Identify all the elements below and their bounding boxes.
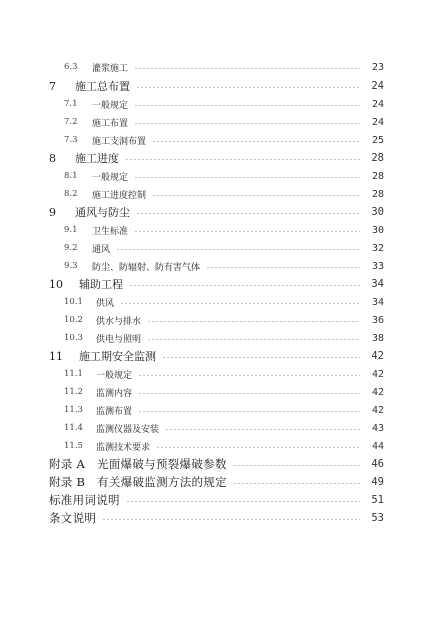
- section-title: 监测内容: [96, 388, 133, 399]
- page-number: 38: [371, 332, 384, 344]
- page-number: 24: [371, 80, 384, 92]
- section-number: 9.1: [64, 225, 78, 235]
- dot-leader: [134, 231, 360, 232]
- section-number: 11.4: [64, 423, 83, 433]
- dot-leader: [138, 375, 360, 376]
- section-number: 10.2: [64, 315, 83, 325]
- dot-leader: [125, 159, 360, 160]
- page-number: 36: [371, 314, 384, 326]
- dot-leader: [136, 213, 360, 214]
- section-number: 7.3: [64, 135, 78, 145]
- back-matter-title: 标准用词说明: [49, 493, 120, 507]
- dot-leader: [138, 393, 360, 394]
- section-title: 供水与排水: [96, 316, 142, 327]
- page-number: 46: [371, 458, 384, 470]
- toc-entry: [64, 131, 384, 149]
- toc-entry: [64, 239, 384, 257]
- section-title: 卫生标准: [92, 226, 129, 237]
- page-number: 34: [371, 278, 384, 290]
- page-number: 28: [371, 152, 384, 164]
- section-title: 灌浆施工: [92, 63, 129, 74]
- toc-entry: [64, 167, 384, 185]
- page-number: 42: [371, 386, 384, 398]
- page-number: 49: [371, 476, 384, 488]
- toc-entry: [49, 203, 384, 221]
- page-number: 24: [371, 98, 384, 110]
- toc-entry: [64, 58, 384, 76]
- dot-leader: [233, 483, 360, 484]
- chapter-title: 施工进度: [75, 152, 119, 165]
- dot-leader: [147, 321, 360, 322]
- toc-entry: [64, 383, 384, 401]
- toc-entry: [64, 293, 384, 311]
- section-number: 11.1: [64, 369, 83, 379]
- page-number: 42: [371, 368, 384, 380]
- page-number: 43: [371, 422, 384, 434]
- page-number: 30: [371, 206, 384, 218]
- section-number: 11.5: [64, 441, 83, 451]
- section-title: 施工布置: [92, 118, 129, 129]
- chapter-number: 9: [49, 205, 56, 219]
- dot-leader: [233, 465, 360, 466]
- page-number: 24: [371, 116, 384, 128]
- dot-leader: [147, 339, 360, 340]
- dot-leader: [152, 195, 360, 196]
- dot-leader: [120, 303, 360, 304]
- dot-leader: [102, 519, 360, 520]
- toc-entry: [49, 509, 384, 527]
- page-number: 25: [371, 134, 384, 146]
- dot-leader: [134, 177, 360, 178]
- toc-entry: [49, 347, 384, 365]
- dot-leader: [162, 357, 360, 358]
- toc-entry: [64, 113, 384, 131]
- dot-leader: [136, 87, 360, 88]
- section-title: 一般规定: [92, 172, 129, 183]
- dot-leader: [165, 429, 360, 430]
- section-title: 监测仪器及安装: [96, 424, 160, 435]
- page-number: 30: [371, 224, 384, 236]
- back-matter-title: 条文说明: [49, 511, 97, 525]
- dot-leader: [129, 285, 360, 286]
- appendix-title: 附录 A 光面爆破与预裂爆破参数: [49, 457, 227, 471]
- section-number: 8.1: [64, 171, 78, 181]
- chapter-number: 7: [49, 79, 56, 93]
- dot-leader: [116, 249, 360, 250]
- page-number: 28: [371, 188, 384, 200]
- section-title: 监测技术要求: [96, 442, 151, 453]
- section-title: 防尘、防辐射、防有害气体: [92, 262, 201, 273]
- toc-entry: [49, 77, 384, 95]
- section-number: 9.3: [64, 261, 78, 271]
- section-number: 6.3: [64, 62, 78, 72]
- page-number: 33: [371, 260, 384, 272]
- section-title: 供电与照明: [96, 334, 142, 345]
- section-title: 一般规定: [96, 370, 133, 381]
- chapter-number: 8: [49, 151, 56, 165]
- toc-entry: [49, 491, 384, 509]
- section-number: 10.1: [64, 297, 83, 307]
- toc-entry: [64, 221, 384, 239]
- toc-entry: [49, 473, 384, 491]
- page-number: 28: [371, 170, 384, 182]
- dot-leader: [206, 267, 360, 268]
- section-title: 通风: [92, 244, 111, 255]
- section-number: 7.1: [64, 99, 78, 109]
- page-number: 53: [371, 512, 384, 524]
- dot-leader: [134, 68, 360, 69]
- toc-entry: [64, 401, 384, 419]
- page-number: 51: [371, 494, 384, 506]
- toc-entry: [64, 257, 384, 275]
- section-number: 7.2: [64, 117, 78, 127]
- section-number: 11.2: [64, 387, 83, 397]
- section-title: 监测布置: [96, 406, 133, 417]
- toc-entry: [64, 419, 384, 437]
- dot-leader: [138, 411, 360, 412]
- section-title: 施工进度控制: [92, 190, 147, 201]
- chapter-title: 施工总布置: [75, 80, 130, 93]
- page-number: 42: [371, 404, 384, 416]
- chapter-number: 10: [49, 277, 63, 291]
- section-number: 11.3: [64, 405, 83, 415]
- dot-leader: [156, 447, 360, 448]
- toc-entry: [49, 455, 384, 473]
- chapter-number: 11: [49, 349, 63, 363]
- chapter-title: 辅助工程: [79, 278, 123, 291]
- page-number: 44: [371, 440, 384, 452]
- section-title: 施工支洞布置: [92, 136, 147, 147]
- page-number: 23: [371, 61, 384, 73]
- toc-entry: [64, 365, 384, 383]
- appendix-title: 附录 B 有关爆破监测方法的规定: [49, 475, 227, 489]
- section-title: 一般规定: [92, 100, 129, 111]
- chapter-title: 施工期安全监测: [79, 350, 156, 363]
- toc-entry: [49, 275, 384, 293]
- page-number: 32: [371, 242, 384, 254]
- page-number: 42: [371, 350, 384, 362]
- dot-leader: [126, 501, 360, 502]
- toc-entry: [64, 95, 384, 113]
- section-number: 9.2: [64, 243, 78, 253]
- section-number: 10.3: [64, 333, 83, 343]
- dot-leader: [152, 141, 360, 142]
- dot-leader: [134, 123, 360, 124]
- chapter-title: 通风与防尘: [75, 206, 130, 219]
- section-title: 供风: [96, 298, 115, 309]
- toc-entry: [64, 437, 384, 455]
- toc-entry: [64, 329, 384, 347]
- toc-entry: [49, 149, 384, 167]
- toc-entry: [64, 311, 384, 329]
- section-number: 8.2: [64, 189, 78, 199]
- dot-leader: [134, 105, 360, 106]
- page-number: 34: [371, 296, 384, 308]
- toc-entry: [64, 185, 384, 203]
